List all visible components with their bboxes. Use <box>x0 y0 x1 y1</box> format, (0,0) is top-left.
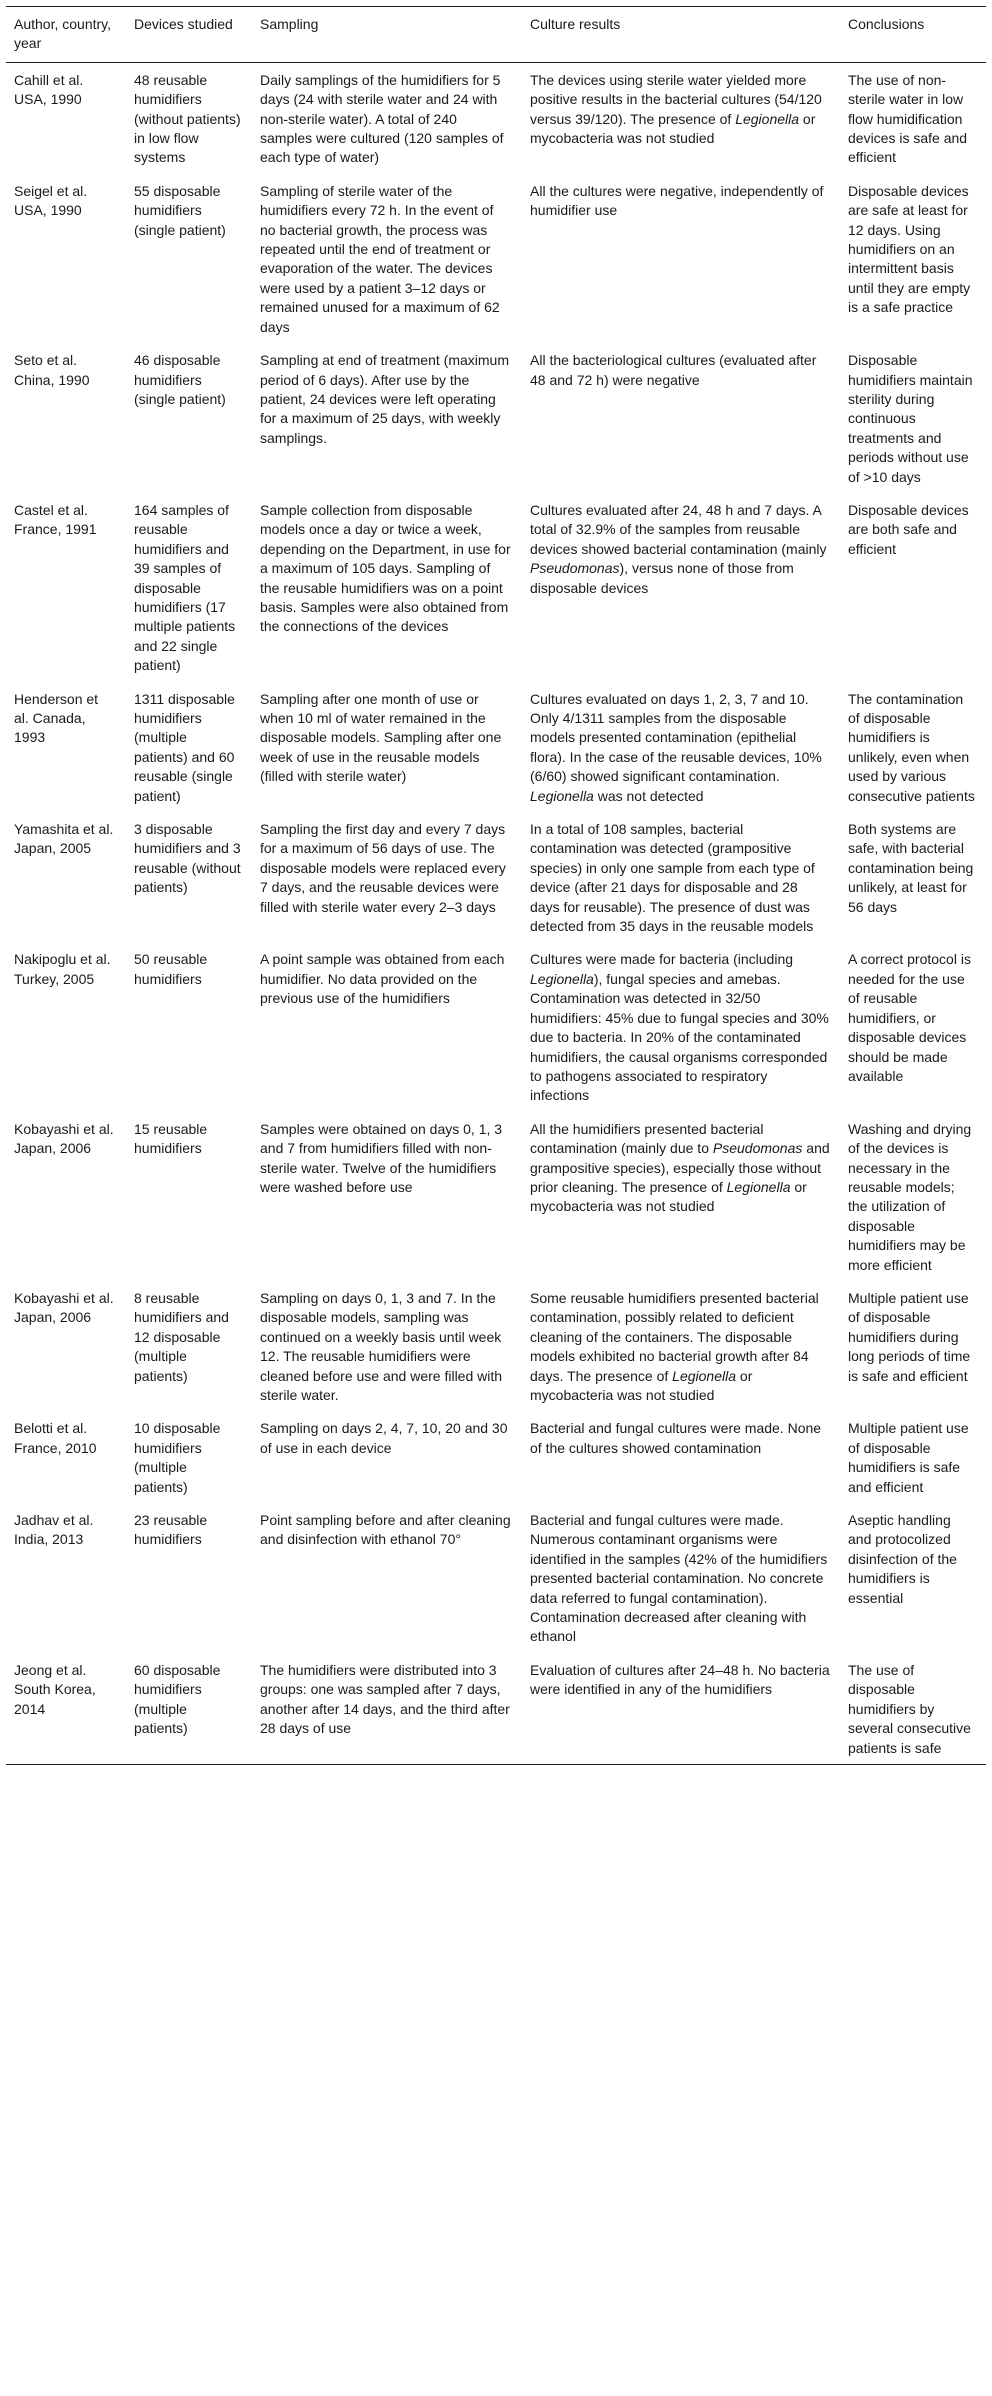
results-text: was not detected <box>593 787 704 804</box>
conclusions-cell: The use of disposable humidifiers by several consecutive patients is safe <box>848 1661 971 1756</box>
table-row <box>6 174 986 343</box>
header-culture-results: Culture results <box>530 16 621 32</box>
results-text: Evaluation of cultures after 24–48 h. No bacteria were identified in any of the humidifiers <box>530 1661 830 1698</box>
results-text: All the cultures were negative, independently of humidifier use <box>530 182 824 219</box>
table-row <box>6 1653 986 1765</box>
table-row <box>6 343 986 493</box>
results-text: Cultures evaluated after 24, 48 h and 7 days. A total of 32.9% of the samples from reusable devices showed bacterial contamination (mainly <box>530 501 827 557</box>
devices-cell: 55 disposable humidifiers (single patient) <box>134 182 226 238</box>
sampling-cell: Samples were obtained on days 0, 1, 3 and 7 from humidifiers filled with non-sterile water. Twelve of the humidifiers were washed before use <box>260 1120 503 1195</box>
results-text: Bacterial and fungal cultures were made. Numerous contaminant organisms were identified in the samples (42% of the humidifiers presented bacterial contamination. No concrete data referred to fungal contamination). Contamination decreased after cleaning with ethanol <box>530 1512 828 1645</box>
author-cell: Kobayashi et al. Japan, 2006 <box>14 1120 114 1157</box>
author-cell: Cahill et al. USA, 1990 <box>14 71 84 108</box>
author-cell: Henderson et al. Canada, 1993 <box>14 690 99 746</box>
sampling-cell: Sampling on days 2, 4, 7, 10, 20 and 30 of use in each device <box>260 1420 508 1456</box>
sampling-cell: Sampling on days 0, 1, 3 and 7. In the disposable models, sampling was continued on a weekly basis until week 12. The reusable humidifiers were cleaned before use and were filled with sterile water. <box>260 1289 503 1403</box>
sampling-cell: Sampling of sterile water of the humidifiers every 72 h. In the event of no bacterial growth, the process was repeated until the end of treatment or evaporation of the water. The devices were used by a patient 3–12 days or remained unused for a maximum of 62 days <box>260 182 500 335</box>
header-row <box>6 7 986 63</box>
table-row <box>6 493 986 682</box>
results-text: All the humidifiers presented bacterial contamination (mainly due to <box>530 1120 764 1157</box>
culture-results-cell <box>522 62 840 174</box>
conclusions-cell: Both systems are safe, with bacterial contamination being unlikely, at least for 56 days <box>848 821 974 915</box>
conclusions-cell: A correct protocol is needed for the use of reusable humidifiers, or disposable devices should be made available <box>848 951 971 1084</box>
results-text: Cultures evaluated on days 1, 2, 3, 7 and 10. Only 4/1311 samples from the disposable models presented contamination (epithelial flora). In the case of the reusable devices, 10% (6/60) showed significant contamination. <box>530 690 822 785</box>
culture-results-cell <box>522 1411 840 1503</box>
sampling-cell: Sampling the first day and every 7 days for a maximum of 56 days of use. The disposable models were replaced every 7 days, and the reusable devices were filled with sterile water every 2–3 days <box>260 821 506 915</box>
table-row <box>6 942 986 1111</box>
conclusions-cell: Aseptic handling and protocolized disinfection of the humidifiers is essential <box>848 1512 957 1606</box>
conclusions-cell: Disposable humidifiers maintain sterility during continuous treatments and periods without use of >10 days <box>848 352 973 485</box>
sampling-cell: Point sampling before and after cleaning and disinfection with ethanol 70° <box>260 1512 511 1548</box>
author-cell: Jeong et al. South Korea, 2014 <box>14 1661 96 1717</box>
conclusions-cell: Multiple patient use of disposable humidifiers is safe and efficient <box>848 1420 969 1495</box>
author-cell: Kobayashi et al. Japan, 2006 <box>14 1289 114 1326</box>
author-cell: Yamashita et al. Japan, 2005 <box>14 821 114 857</box>
devices-cell: 48 reusable humidifiers (without patients) in low flow systems <box>134 71 241 166</box>
devices-cell: 46 disposable humidifiers (single patient) <box>134 352 226 407</box>
sampling-cell: Daily samplings of the humidifiers for 5 days (24 with sterile water and 24 with non-sterile water). A total of 240 samples were cultured (120 samples of each type of water) <box>260 71 504 166</box>
author-cell: Belotti et al. France, 2010 <box>14 1420 97 1456</box>
culture-results-cell <box>522 174 840 343</box>
header-author: Author, country, year <box>14 16 112 52</box>
organism-name: Legionella <box>530 787 594 804</box>
author-cell: Jadhav et al. India, 2013 <box>14 1512 94 1548</box>
author-cell: Seto et al. China, 1990 <box>14 352 90 388</box>
devices-cell: 3 disposable humidifiers and 3 reusable (without patients) <box>134 821 241 896</box>
organism-name: Pseudomonas <box>712 1140 803 1157</box>
results-text: ), fungal species and amebas. Contamination was detected in 32/50 humidifiers: 45% due to fungal species and 30% due to bacteria. In 20% of the contaminated humidifiers, the causal organisms corresponded to pathogens associated to respiratory infections <box>530 970 829 1104</box>
culture-results-cell <box>522 1653 840 1765</box>
culture-results-cell <box>522 1112 840 1281</box>
culture-results-cell <box>522 1281 840 1411</box>
results-text: In a total of 108 samples, bacterial contamination was detected (grampositive species) in only one sample from each type of device (after 21 days for disposable and 28 days for reusable). The presence of dust was detected from 35 days in the reusable models <box>530 821 815 935</box>
devices-cell: 50 reusable humidifiers <box>134 951 208 987</box>
organism-name: Legionella <box>530 970 594 987</box>
results-text: or mycobacteria was not studied <box>530 110 816 147</box>
culture-results-cell <box>522 343 840 493</box>
devices-cell: 23 reusable humidifiers <box>134 1512 208 1548</box>
organism-name: Legionella <box>726 1178 791 1195</box>
results-text: and grampositive species), especially those without prior cleaning. The presence of <box>530 1140 830 1195</box>
conclusions-cell: Disposable devices are both safe and efficient <box>848 501 969 557</box>
table-row <box>6 812 986 942</box>
table-row <box>6 62 986 174</box>
results-text: or mycobacteria was not studied <box>530 1178 807 1215</box>
conclusions-cell: The use of non-sterile water in low flow humidification devices is safe and efficient <box>848 71 968 166</box>
author-cell: Seigel et al. USA, 1990 <box>14 182 88 219</box>
organism-name: Legionella <box>672 1367 737 1384</box>
devices-cell: 60 disposable humidifiers (multiple patients) <box>134 1661 221 1737</box>
sampling-cell: Sampling at end of treatment (maximum period of 6 days). After use by the patient, 24 devices were left operating for a maximum of 25 days, with weekly samplings. <box>260 352 509 446</box>
culture-results-cell <box>522 682 840 812</box>
culture-results-cell <box>522 493 840 682</box>
conclusions-cell: Disposable devices are safe at least for 12 days. Using humidifiers on an intermittent basis until they are empty is a safe practice <box>848 182 971 316</box>
conclusions-cell: Multiple patient use of disposable humidifiers during long periods of time is safe and efficient <box>848 1289 971 1384</box>
culture-results-cell <box>522 942 840 1111</box>
table-row <box>6 1112 986 1281</box>
conclusions-cell: The contamination of disposable humidifiers is unlikely, even when used by various consecutive patients <box>848 690 975 804</box>
results-text: The devices using sterile water yielded more positive results in the bacterial cultures (54/120 versus 39/120). The presence of <box>530 71 822 127</box>
author-cell: Nakipoglu et al. Turkey, 2005 <box>14 951 111 987</box>
sampling-cell: The humidifiers were distributed into 3 groups: one was sampled after 7 days, another after 14 days, and the third after 28 days of use <box>260 1661 510 1737</box>
devices-cell: 15 reusable humidifiers <box>134 1120 208 1157</box>
results-text: Cultures were made for bacteria (including <box>530 951 794 968</box>
table-header <box>6 7 986 63</box>
table-row <box>6 1411 986 1503</box>
sampling-cell: Sample collection from disposable models once a day or twice a week, depending on the Department, in use for a maximum of 105 days. Sampling of the reusable humidifiers was on a point basis. Samples were also obtained from the connections of the devices <box>260 501 511 635</box>
results-text: ), versus none of those from disposable devices <box>530 560 794 596</box>
results-text: All the bacteriological cultures (evaluated after 48 and 72 h) were negative <box>530 352 817 388</box>
table-row <box>6 1281 986 1411</box>
results-text: Some reusable humidifiers presented bacterial contamination, possibly related to deficient cleaning of the containers. The disposable models exhibited no bacterial growth after 84 days. The presence of <box>530 1289 819 1384</box>
results-text: Bacterial and fungal cultures were made. None of the cultures showed contamination <box>530 1420 822 1456</box>
sampling-cell: A point sample was obtained from each humidifier. No data provided on the previous use of the humidifiers <box>260 951 505 1007</box>
table-row <box>6 1503 986 1653</box>
devices-cell: 10 disposable humidifiers (multiple patients) <box>134 1420 221 1495</box>
table-body <box>6 62 986 1764</box>
organism-name: Pseudomonas <box>530 560 620 577</box>
results-text: or mycobacteria was not studied <box>530 1367 753 1403</box>
conclusions-cell: Washing and drying of the devices is necessary in the reusable models; the utilization of disposable humidifiers may be more efficient <box>848 1120 972 1273</box>
culture-results-cell <box>522 1503 840 1653</box>
header-devices: Devices studied <box>134 16 233 32</box>
sampling-cell: Sampling after one month of use or when 10 ml of water remained in the disposable models. Sampling after one week of use in the reusable models (filled with sterile water) <box>260 690 502 785</box>
culture-results-cell <box>522 812 840 942</box>
devices-cell: 1311 disposable humidifiers (multiple patients) and 60 reusable (single patient) <box>134 690 235 804</box>
header-sampling: Sampling <box>260 16 319 32</box>
devices-cell: 164 samples of reusable humidifiers and 39 samples of disposable humidifiers (17 multiple patients and 22 single patient) <box>134 501 236 674</box>
author-cell: Castel et al. France, 1991 <box>14 501 97 538</box>
organism-name: Legionella <box>735 110 800 127</box>
studies-table <box>6 6 986 1765</box>
devices-cell: 8 reusable humidifiers and 12 disposable (multiple patients) <box>134 1289 229 1384</box>
header-conclusions: Conclusions <box>848 16 925 32</box>
table-row <box>6 682 986 812</box>
